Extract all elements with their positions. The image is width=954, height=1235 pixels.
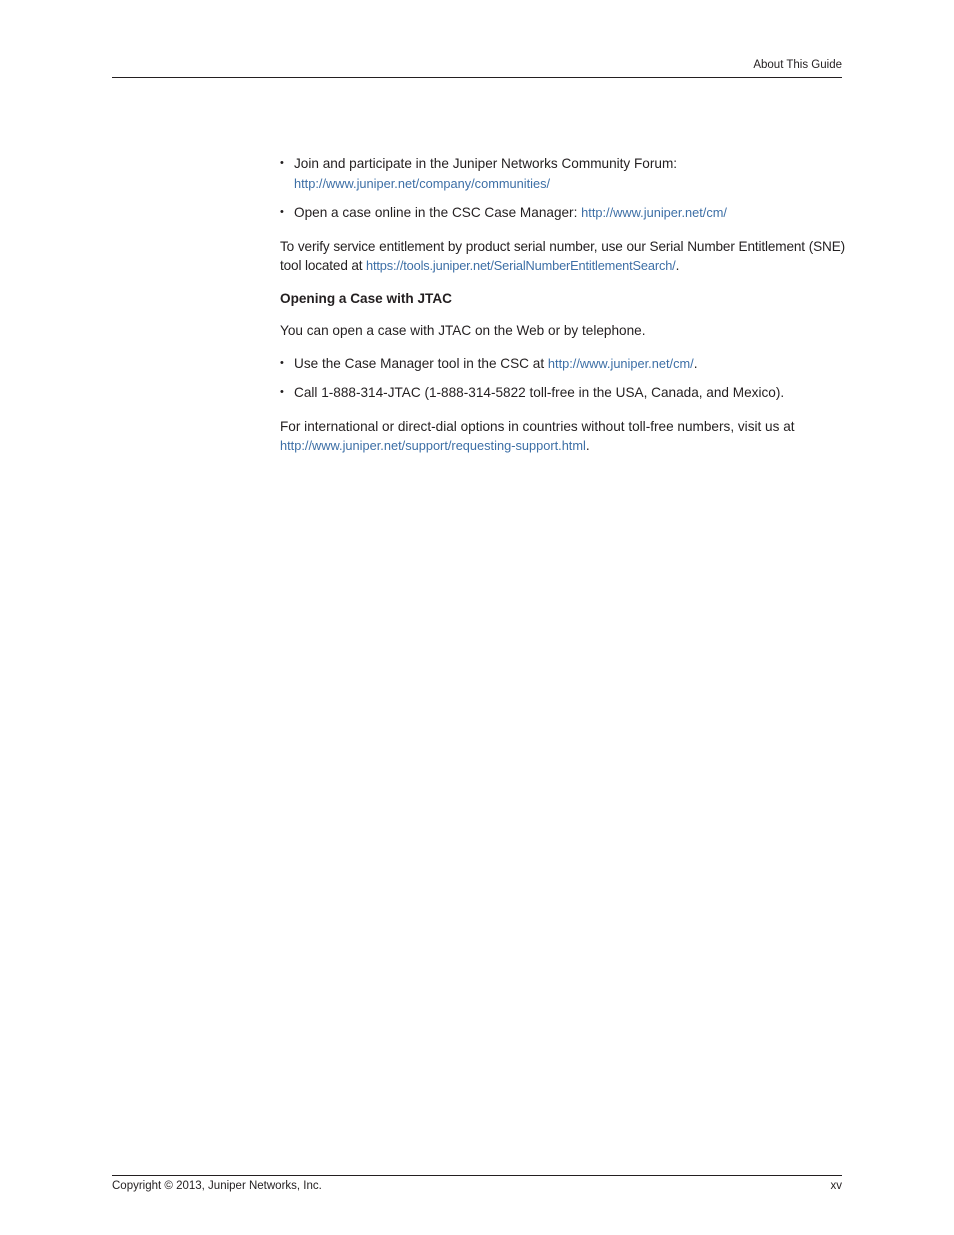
sne-paragraph bbox=[280, 237, 845, 276]
list-item-text: Open a case online in the CSC Case Manager: bbox=[294, 205, 582, 220]
case-options-list bbox=[280, 354, 845, 403]
sne-tool-link[interactable]: https://tools.juniper.net/SerialNumberEntitlementSearch/ bbox=[366, 258, 676, 273]
international-text: For international or direct-dial options in countries without toll-free numbers, visit us at bbox=[280, 418, 795, 434]
support-options-list bbox=[280, 154, 845, 223]
csc-case-manager-link[interactable]: http://www.juniper.net/cm/ bbox=[547, 355, 694, 371]
running-header bbox=[112, 57, 842, 78]
list-item-phone bbox=[280, 383, 845, 403]
list-item-text: Use the Case Manager tool in the CSC at bbox=[294, 355, 548, 371]
list-item-community-forum bbox=[280, 154, 845, 193]
intro-paragraph: You can open a case with JTAC on the Web or by telephone. bbox=[280, 323, 646, 338]
requesting-support-link[interactable]: http://www.juniper.net/support/requesting-support.html bbox=[280, 438, 586, 453]
list-item-suffix: . bbox=[693, 355, 698, 371]
international-paragraph bbox=[280, 417, 845, 456]
list-item-case-manager-tool bbox=[280, 354, 845, 374]
section-heading: Opening a Case with JTAC bbox=[280, 290, 452, 306]
running-footer bbox=[112, 1175, 842, 1194]
case-manager-link[interactable]: http://www.juniper.net/cm/ bbox=[581, 205, 727, 220]
community-forum-link[interactable]: http://www.juniper.net/company/communities/ bbox=[294, 175, 551, 191]
page-body bbox=[280, 154, 845, 469]
page-number: xv bbox=[830, 1180, 842, 1192]
list-item-text: Call 1-888-314-JTAC (1-888-314-5822 toll-free in the USA, Canada, and Mexico). bbox=[294, 385, 785, 400]
copyright-notice: Copyright © 2013, Juniper Networks, Inc. bbox=[112, 1180, 322, 1192]
sne-text: To verify service entitlement by product serial number, use our Serial Number Entitlement (SNE) tool located at bbox=[280, 238, 845, 273]
sne-suffix: . bbox=[675, 258, 680, 273]
international-suffix: . bbox=[585, 438, 590, 453]
header-section-title: About This Guide bbox=[753, 59, 842, 71]
list-item-text: Join and participate in the Juniper Networks Community Forum: bbox=[294, 156, 678, 171]
list-item-case-manager bbox=[280, 203, 845, 223]
